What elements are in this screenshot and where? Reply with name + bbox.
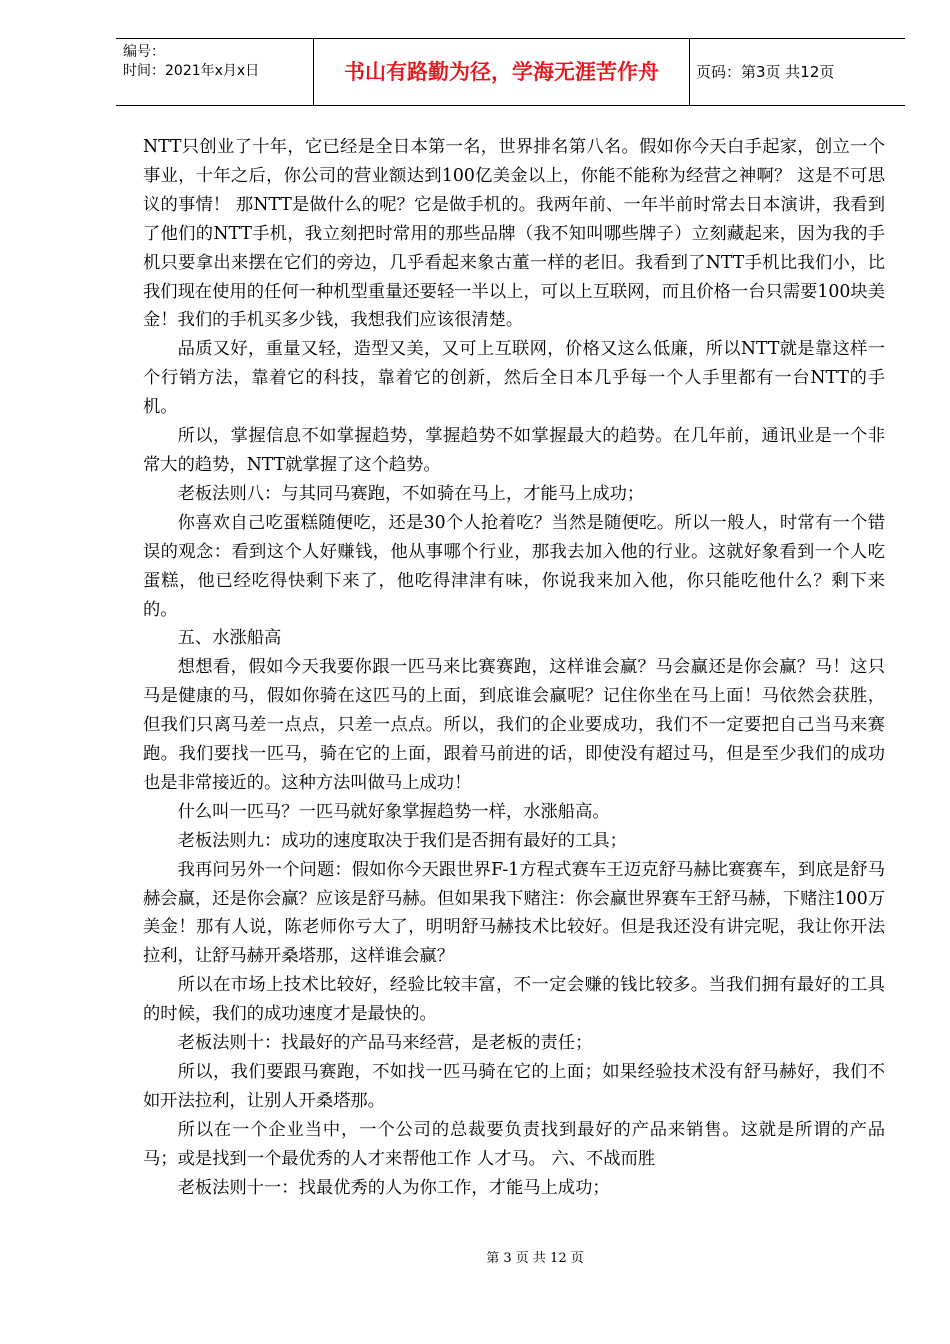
rule-heading: 老板法则八：与其同马赛跑，不如骑在马上，才能马上成功； [177,483,645,504]
header-page-number: 页码：第3页 共12页 [696,63,835,81]
paragraph: 你喜欢自己吃蛋糕随便吃，还是30个人抢着吃？当然是随便吃。所以一般人，时常有一个错误的观念：看到这个人好赚钱，他从事哪个行业，那我去加入他的行业。这就好象看到一个人吃蛋糕，他已经吃得快剩下来了，他吃得津津有味，你说我来加入他，你只能吃他什么？剩下来的。 [143,512,885,620]
rule-heading: 老板法则十一：找最优秀的人为你工作，才能马上成功； [177,1177,610,1198]
paragraph: 所以在一个企业当中，一个公司的总裁要负责找到最好的产品来销售。这就是所谓的产品马；或是找到一个最优秀的人才来帮他工作 人才马。 六、不战而胜 [143,1119,885,1169]
paragraph: 什么叫一匹马？一匹马就好象掌握趋势一样，水涨船高。 [177,801,610,822]
paragraph: 我再问另外一个问题：假如你今天跟世界F-1方程式赛车王迈克舒马赫比赛赛车，到底是舒马赫会赢，还是你会赢？应该是舒马赫。但如果我下赌注：你会赢世界赛车王舒马赫，下赌注100万美金！那有人说，陈老师你亏大了，明明舒马赫技术比较好。但是我还没有讲完呢，我让你开法拉利，让舒马赫开桑塔那，这样谁会赢？ [143,859,885,967]
section-heading: 五、水涨船高 [177,628,282,649]
document-body [143,133,885,1203]
header-meta [116,39,314,105]
page-header [116,38,905,106]
paragraph: 所以，我们要跟马赛跑，不如找一匹马骑在它的上面；如果经验技术没有舒马赫好，我们不如开法拉利，让别人开桑塔那。 [143,1062,885,1111]
document-number-label: 编号： [123,44,165,60]
page-footer: 第 3 页 共 12 页 [486,1251,584,1266]
document-date-label: 时间：2021年x月x日 [123,63,260,79]
rule-heading: 老板法则十：找最好的产品马来经营，是老板的责任； [177,1033,593,1054]
paragraph: NTT只创业了十年，它已经是全日本第一名，世界排名第八名。假如你今天白手起家，创立一个事业，十年之后，你公司的营业额达到100亿美金以上，你能不能称为经营之神啊？ 这是不可思议的事情！ 那NTT是做什么的呢？它是做手机的。我两年前、一年半前时常去日本演讲，我看到了他们的NTT手机，我立刻把时常用的那些品牌（我不知叫哪些牌子）立刻藏起来，因为我的手机只要拿出来摆在它们的旁边，几乎看起来象古董一样的老旧。我看到了NTT手机比我们小，比我们现在使用的任何一种机型重量还要轻一半以上，可以上互联网，而且价格一台只需要100块美金！我们的手机买多少钱，我想我们应该很清楚。 [143,137,885,331]
paragraph: 想想看，假如今天我要你跟一匹马来比赛赛跑，这样谁会赢？马会赢还是你会赢？马！这只马是健康的马，假如你骑在这匹马的上面，到底谁会赢呢？记住你坐在马上面！马依然会获胜，但我们只离马差一点点，只差一点点。所以，我们的企业要成功，我们不一定要把自己当马来赛跑。我们要找一匹马，骑在它的上面，跟着马前进的话，即使没有超过马，但是至少我们的成功也是非常接近的。这种方法叫做马上成功！ [143,657,885,793]
header-motto: 书山有路勤为径，学海无涯苦作舟 [314,39,690,105]
paragraph: 所以在市场上技术比较好，经验比较丰富，不一定会赚的钱比较多。当我们拥有最好的工具的时候，我们的成功速度才是最快的。 [143,975,885,1025]
rule-heading: 老板法则九：成功的速度取决于我们是否拥有最好的工具； [177,830,627,851]
paragraph: 品质又好，重量又轻，造型又美，又可上互联网，价格又这么低廉，所以NTT就是靠这样一个行销方法，靠着它的科技，靠着它的创新，然后全日本几乎每一个人手里都有一台NTT的手机。 [143,339,885,418]
paragraph: 所以，掌握信息不如掌握趋势，掌握趋势不如掌握最大的趋势。在几年前，通讯业是一个非常大的趋势，NTT就掌握了这个趋势。 [143,426,885,475]
